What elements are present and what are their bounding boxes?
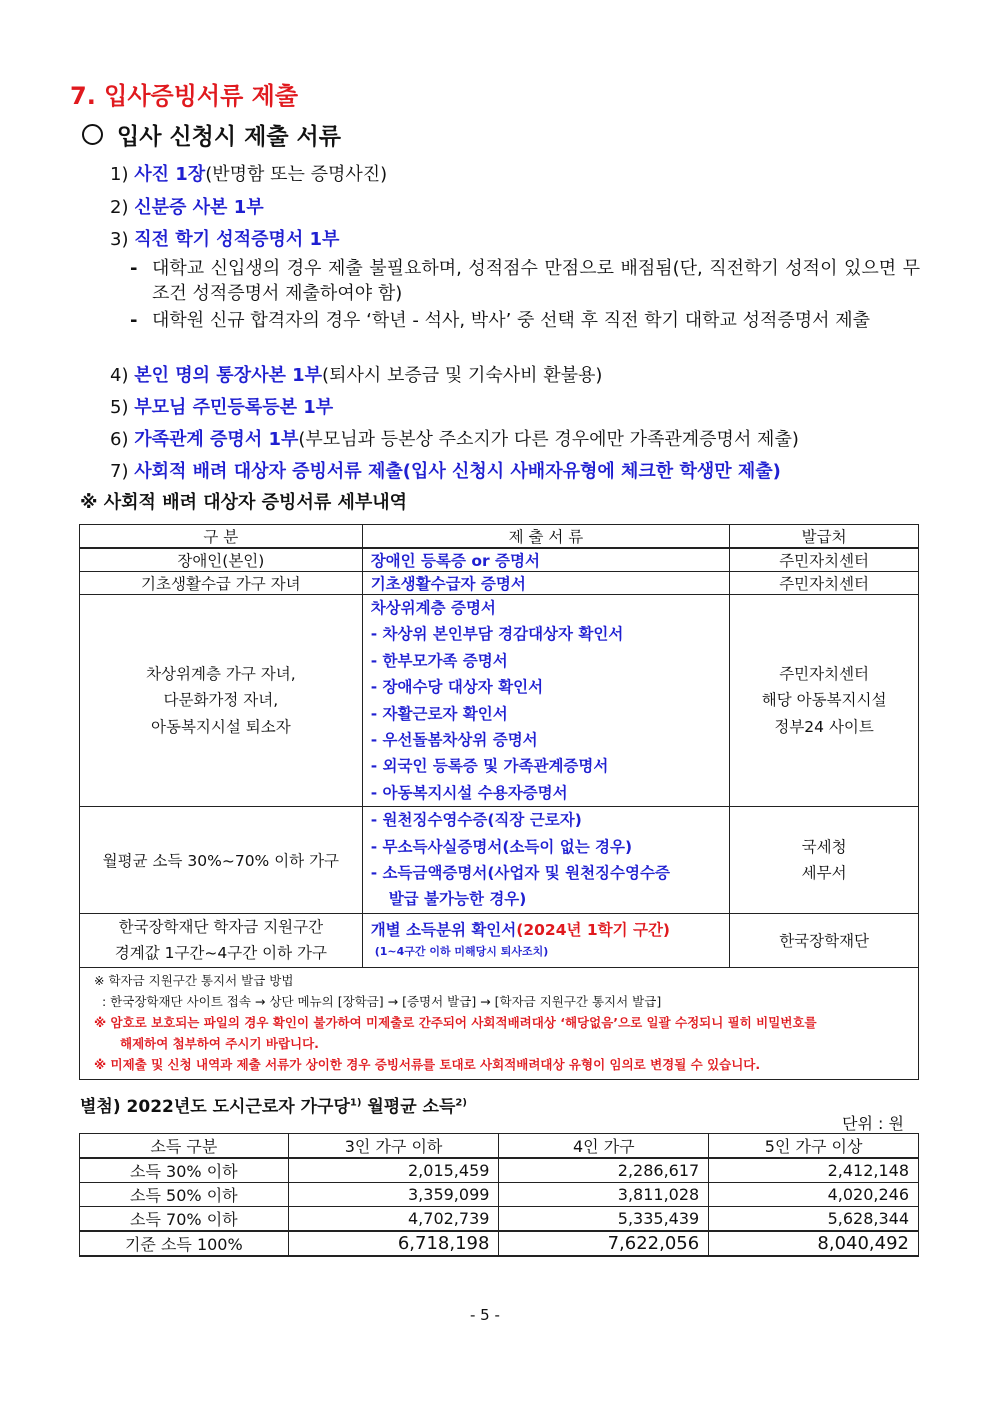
issuer-cell: 한국장학재단 [730,913,919,967]
column-header: 구 분 [80,525,363,549]
docs-cell: 개별 소득분위 확인서(2024년 1학기 구간) (1~4구간 이하 미해당시 퇴사조치) [362,913,730,967]
table-row: 기준 소득 100% 6,718,198 7,622,056 8,040,492 [80,1231,919,1256]
column-header: 소득 구분 [80,1134,289,1159]
income-table [79,1133,919,1257]
section-title: 7. 입사증빙서류 제출 [70,82,298,110]
docs-table [79,524,919,1080]
list-item: 7) 사회적 배려 대상자 증빙서류 제출(입사 신청시 사배자유형에 체크한 학생만 제출) [110,461,781,482]
docs-cell: - 원천징수영수증(직장 근로자) - 무소득사실증명서(소득이 없는 경우) - 소득금액증명서(사업자 및 원천징수영수증 발급 불가능한 경우) [362,807,730,914]
unit-label: 단위 : 원 [842,1114,904,1133]
list-item: 3) 직전 학기 성적증명서 1부 [110,229,340,250]
page-number: - 5 - [470,1306,500,1324]
category-cell: 한국장학재단 학자금 지원구간 경계값 1구간~4구간 이하 가구 [80,913,363,967]
column-header: 발급처 [730,525,919,549]
table-row [80,595,919,807]
issuer-cell: 주민자치센터 [730,548,919,572]
table-row: 소득 30% 이하 2,015,459 2,286,617 2,412,148 [80,1158,919,1183]
item3-note: - 대학원 신규 합격자의 경우 ‘학년 - 석사, 박사’ 중 선택 후 직전 학기 대학교 성적증명서 제출 [130,310,871,331]
category-cell: 장애인(본인) [80,548,363,572]
item3-note: - 대학교 신입생의 경우 제출 불필요하며, 성적점수 만점으로 배점됨(단, 직전학기 성적이 있으면 무조건 성적증명서 제출하여야 함) [130,258,920,304]
category-cell: 월평균 소득 30%~70% 이하 가구 [80,807,363,914]
list-item: 2) 신분증 사본 1부 [110,197,264,218]
notes-row [80,967,919,1079]
annex-heading: 별첨) 2022년도 도시근로자 가구당$^{1)}$ 월평균 소득$^{2)}$ [80,1097,467,1117]
table-row [80,807,919,914]
column-header: 5인 가구 이상 [709,1134,919,1159]
column-header: 4인 가구 [499,1134,709,1159]
table-row [80,913,919,967]
category-cell: 기초생활수급 가구 자녀 [80,572,363,595]
docs-cell: 차상위계층 증명서 - 차상위 본인부담 경감대상자 확인서 - 한부모가족 증명서 - 장애수당 대상자 확인서 - 자활근로자 확인서 - 우선돌봄차상위 증명서 - 외국인 등록증 및 가족관계증명서 - 아동복지시설 수용자증명서 [362,595,730,807]
issuer-cell: 국세청 세무서 [730,807,919,914]
docs-heading: ※ 사회적 배려 대상자 증빙서류 세부내역 [80,492,408,513]
notes-cell: ※ 학자금 지원구간 통지서 발급 방법 : 한국장학재단 사이트 접속 → 상단 메뉴의 [장학금] → [증명서 발급] → [학자금 지원구간 통지서 발급] ※ 암호로 보호되는 파일의 경우 확인이 불가하여 미제출로 간주되어 사회적배려대상 ‘해당없음’으로 일괄 수정되니 필히 비밀번호를 해제하여 첨부하여 주시기 바랍니다. ※ 미제출 및 신청 내역과 제출 서류가 상이한 경우 증빙서류를 토대로 사회적배려대상 유형이 임의로 변경될 수 있습니다. [80,967,919,1079]
column-header: 3인 가구 이하 [288,1134,499,1159]
list-item: 4) 본인 명의 통장사본 1부(퇴사시 보증금 및 기숙사비 환불용) [110,365,603,386]
table-row [80,548,919,572]
subsection-title-text: 입사 신청시 제출 서류 [117,124,341,150]
table-header-row [80,1134,919,1159]
list-item: 6) 가족관계 증명서 1부(부모님과 등본상 주소지가 다른 경우에만 가족관계증명서 제출) [110,429,799,450]
issuer-cell: 주민자치센터 해당 아동복지시설 정부24 사이트 [730,595,919,807]
category-cell: 차상위계층 가구 자녀, 다문화가정 자녀, 아동복지시설 퇴소자 [80,595,363,807]
column-header: 제 출 서 류 [362,525,730,549]
docs-cell: 기초생활수급자 증명서 [362,572,730,595]
table-row [80,572,919,595]
table-row: 소득 50% 이하 3,359,099 3,811,028 4,020,246 [80,1183,919,1207]
issuer-cell: 주민자치센터 [730,572,919,595]
subsection-title [82,118,341,151]
list-item: 5) 부모님 주민등록등본 1부 [110,397,334,418]
table-header-row [80,525,919,549]
circle-bullet-icon [82,124,103,145]
list-item: 1) 사진 1장(반명함 또는 증명사진) [110,164,388,185]
table-row: 소득 70% 이하 4,702,739 5,335,439 5,628,344 [80,1207,919,1232]
docs-cell: 장애인 등록증 or 증명서 [362,548,730,572]
